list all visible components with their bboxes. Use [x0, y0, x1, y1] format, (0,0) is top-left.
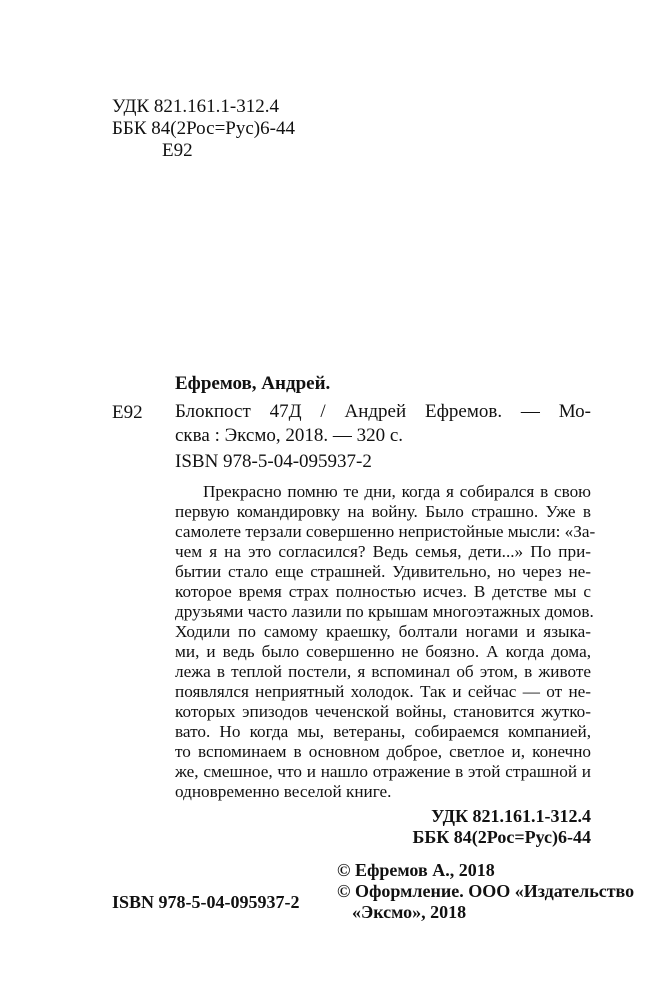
annotation-line: первую командировку на войну. Было страшно. Уже в [175, 502, 591, 521]
annotation-line-last: одновременно веселой книге. [175, 782, 392, 801]
isbn-catalog: ISBN 978-5-04-095937-2 [175, 451, 372, 472]
annotation-line: Прекрасно помню те дни, когда я собирался в свою [203, 482, 591, 501]
annotation-line: ми, и ведь было совершенно не боязно. А когда дома, [175, 642, 591, 661]
annotation-line: самолете терзали совершенно непристойные мысли: «За- [175, 522, 596, 541]
annotation-line: чем я на это согласился? Ведь семья, дети...» По при- [175, 542, 591, 561]
title-line-1: Блокпост 47Д / Андрей Ефремов. — Мо- [175, 401, 591, 422]
author-heading: Ефремов, Андрей. [175, 373, 331, 394]
annotation-line: же, смешное, что и нашло отражение в этой страшной и [175, 762, 591, 781]
call-mark: Е92 [112, 402, 143, 423]
copyright-author: © Ефремов А., 2018 [337, 860, 495, 880]
bbk-code-top: ББК 84(2Рос=Рус)6-44 [112, 118, 295, 139]
annotation-line: лежа в теплой постели, я вспоминал об этом, в животе [175, 662, 591, 681]
bbk-code-bottom: ББК 84(2Рос=Рус)6-44 [412, 827, 591, 847]
copyright-design: © Оформление. ООО «Издательство [337, 881, 635, 901]
author-mark-top: Е92 [162, 140, 193, 161]
isbn-bottom: ISBN 978-5-04-095937-2 [112, 892, 300, 912]
annotation-line: бытии стало еще страшней. Удивительно, но через не- [175, 562, 591, 581]
copyright-publisher: «Эксмо», 2018 [352, 902, 467, 922]
udk-code-top: УДК 821.161.1-312.4 [112, 96, 279, 117]
annotation-line: вато. Но когда мы, ветераны, собираемся компанией, [175, 722, 591, 741]
annotation-line: друзьями часто лазили по крышам многоэтажных домов. [175, 602, 594, 621]
title-line-2: сква : Эксмо, 2018. — 320 с. [175, 425, 404, 446]
udk-code-bottom: УДК 821.161.1-312.4 [431, 806, 591, 826]
annotation-line: появлялся неприятный холодок. Так и сейчас — от не- [175, 682, 591, 701]
annotation-line: которых эпизодов чеченской войны, становится жутко- [175, 702, 591, 721]
annotation-line: которое время страх полностью исчез. В детстве мы с [175, 582, 591, 601]
annotation-line: Ходили по самому краешку, болтали ногами и языка- [175, 622, 591, 641]
annotation-line: то вспоминаем в основном доброе, светлое и, конечно [175, 742, 591, 761]
